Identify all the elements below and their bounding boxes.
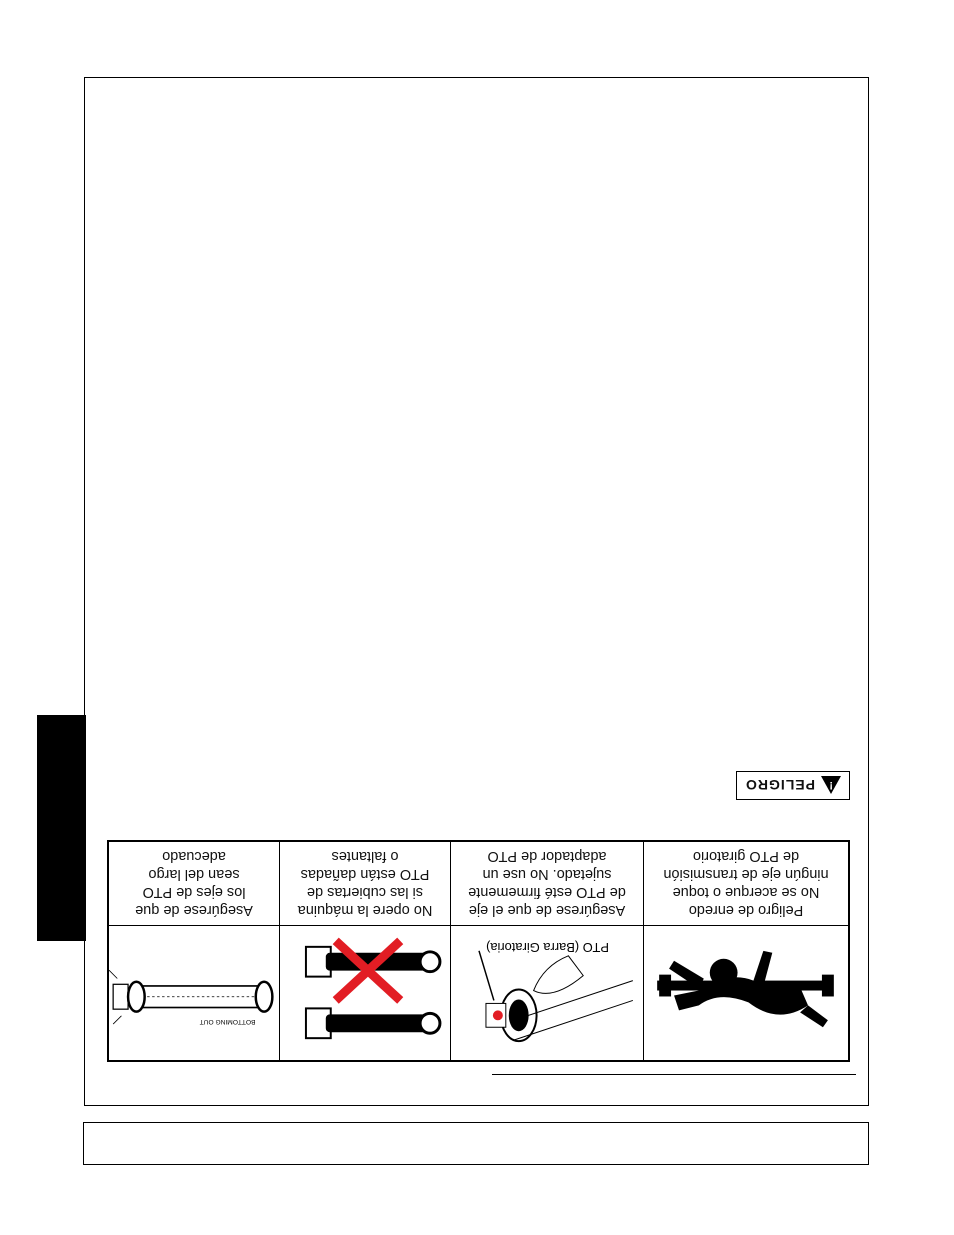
shaft-length-illustration: [109, 925, 279, 1060]
entanglement-figure-icon: [644, 926, 848, 1060]
section-side-tab: [37, 715, 86, 941]
secured-shaft-caption: Asegúrese de que el eje de PTO esté firmemente sujetado. No use un adaptador de PTO: [450, 842, 643, 925]
danger-badge-label: PELIGRO: [745, 777, 816, 794]
bottoming-out-label: BOTTOMING OUT: [199, 1017, 256, 1025]
decal-underline: [492, 1074, 856, 1075]
entanglement-illustration: [643, 925, 848, 1060]
warning-triangle-icon: [821, 777, 841, 795]
pto-label: PTO (Barra Giratoria): [486, 939, 609, 955]
pto-shaft-crossed-icon: [280, 926, 450, 1060]
pto-shaft-length-icon: [109, 926, 279, 1060]
page-footer-box: [83, 1122, 869, 1165]
secured-shaft-illustration: [450, 925, 643, 1060]
entanglement-caption: Peligro de enredo No se acerque o toque ningún eje de transmisión de PTO giratorio: [643, 842, 848, 925]
pto-shaft-secured-icon: [451, 926, 643, 1060]
danger-badge: [736, 771, 850, 800]
shaft-length-caption: Asegúrese de que los ejes de PTO sean del largo adecuado: [135, 848, 253, 919]
pto-safety-decal: [107, 840, 850, 1062]
damaged-covers-caption: No opere la máquina si las cubiertas de PTO están dañadas o faltantes: [279, 842, 450, 925]
damaged-covers-illustration: [279, 925, 450, 1060]
